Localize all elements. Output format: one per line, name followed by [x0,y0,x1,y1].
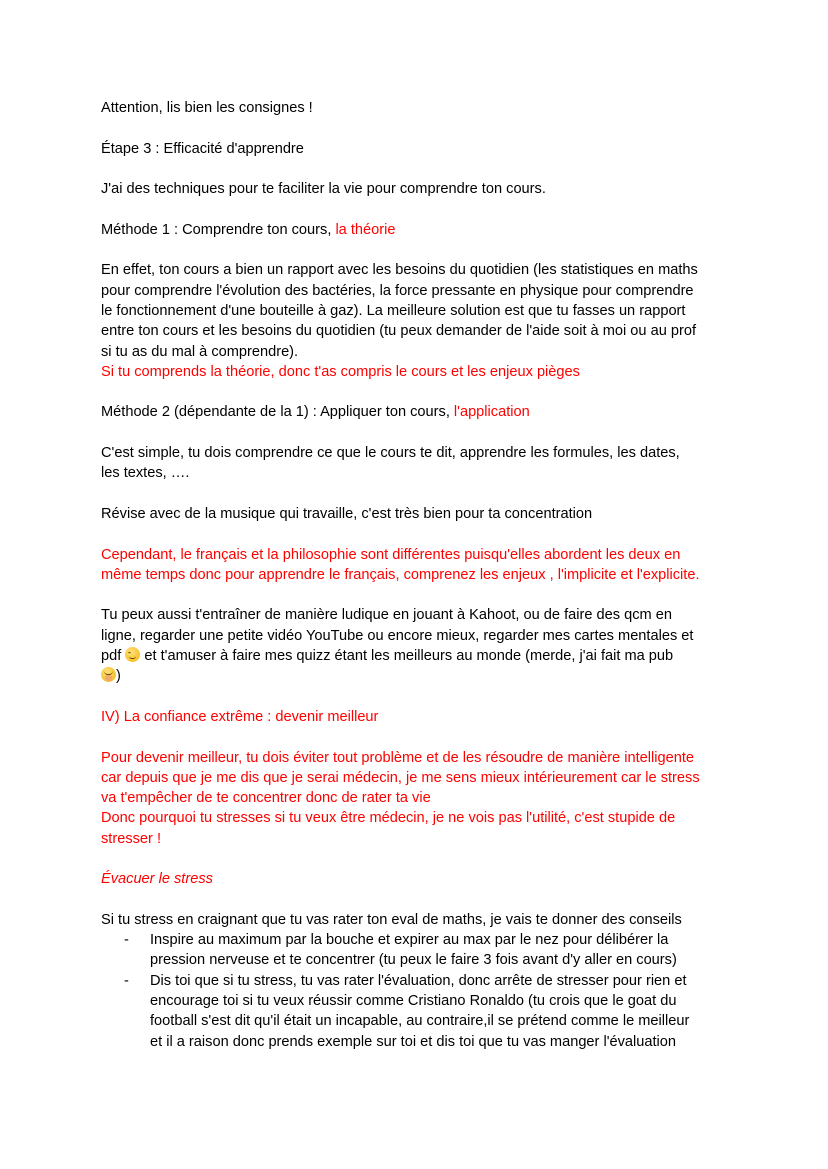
list-item [101,930,741,971]
practice-paragraph [101,605,741,686]
stress-heading: Évacuer le stress [101,871,213,888]
method-1-heading [101,220,741,240]
method-2-highlight: l'application [453,404,530,421]
method-2-label: Méthode 2 (dépendante de la 1) : Appliquer ton cours, [101,404,454,421]
french-note: Cependant, le français et la philosophie sont différentes puisqu'elles abordent les deux en même temps donc pour apprendre le français, comprenez les enjeux , l'implicite et l'explicite. [101,546,700,583]
method-2-heading [101,402,741,422]
list-item-text: Inspire au maximum par la bouche et expirer au max par le nez pour délibérer la pression nerveuse et te concentrer (tu peux le faire 3 fois avant d'y aller en cours) [150,932,677,969]
method-1-conclusion: Si tu comprends la théorie, donc t'as compris le cours et les enjeux pièges [101,363,580,380]
shy-face-icon [101,667,116,682]
confidence-paragraph: Pour devenir meilleur, tu dois éviter tout problème et de les résoudre de manière intelligente car depuis que je me dis que je serai médecin, je me sens mieux intérieurement car le stress va t'empêcher de te concentrer donc de rater ta vie Donc pourquoi tu stresses si tu veux être médecin, je ne vois pas l'utilité, c'est stupide de stresser ! [101,749,700,847]
practice-text-b: et t'amuser à faire mes quizz étant les meilleurs au monde (merde, j'ai fait ma pub [144,648,674,665]
section-iv-heading: IV) La confiance extrême : devenir meilleur [101,708,379,725]
winking-smirk-face-icon [125,647,140,662]
practice-text-a: Tu peux aussi t'entraîner de manière ludique en jouant à Kahoot, ou de faire des qcm en ligne, regarder une petite vidéo YouTube ou encore mieux, regarder mes cartes mentales et pdf [101,607,694,665]
stress-intro: Si tu stress en craignant que tu vas rater ton eval de maths, je vais te donner des conseils [101,911,682,928]
method-2-paragraph: C'est simple, tu dois comprendre ce que le cours te dit, apprendre les formules, les dates, les textes, …. [101,445,680,482]
music-tip: Révise avec de la musique qui travaille, c'est très bien pour ta concentration [101,505,593,522]
list-bullet: - [124,972,129,989]
list-item-text: Dis toi que si tu stress, tu vas rater l'évaluation, donc arrête de stresser pour rien et encourage toi si tu veux réussir comme Cristiano Ronaldo (tu crois que le goat du football s'est dit qu'il était un incapable, au contraire,il se prétend comme le meilleur et il a raison donc prends exemple sur toi et dis toi que tu vas manger l'évaluation [150,972,690,1050]
stress-tips-list [101,930,741,1052]
intro-paragraph: J'ai des techniques pour te faciliter la vie pour comprendre ton cours. [101,181,546,198]
document-page [101,98,741,1052]
method-1-paragraph: En effet, ton cours a bien un rapport avec les besoins du quotidien (les statistiques en maths pour comprendre l'évolution des bactéries, la force pressante en physique pour comprendre le fonctionnement d'une bouteille à gaz). La meilleure solution est que tu fasses un rapport entre ton cours et les besoins du quotidien (tu peux demander de l'aide soit à moi ou au prof si tu as du mal à comprendre). [101,262,698,360]
step-title: Étape 3 : Efficacité d'apprendre [101,140,304,157]
instruction-line: Attention, lis bien les consignes ! [101,100,313,116]
practice-text-c: ) [116,668,121,685]
list-bullet: - [124,932,129,949]
method-1-highlight: la théorie [335,221,396,238]
method-1-label: Méthode 1 : Comprendre ton cours, [101,221,336,238]
list-item [101,971,741,1052]
